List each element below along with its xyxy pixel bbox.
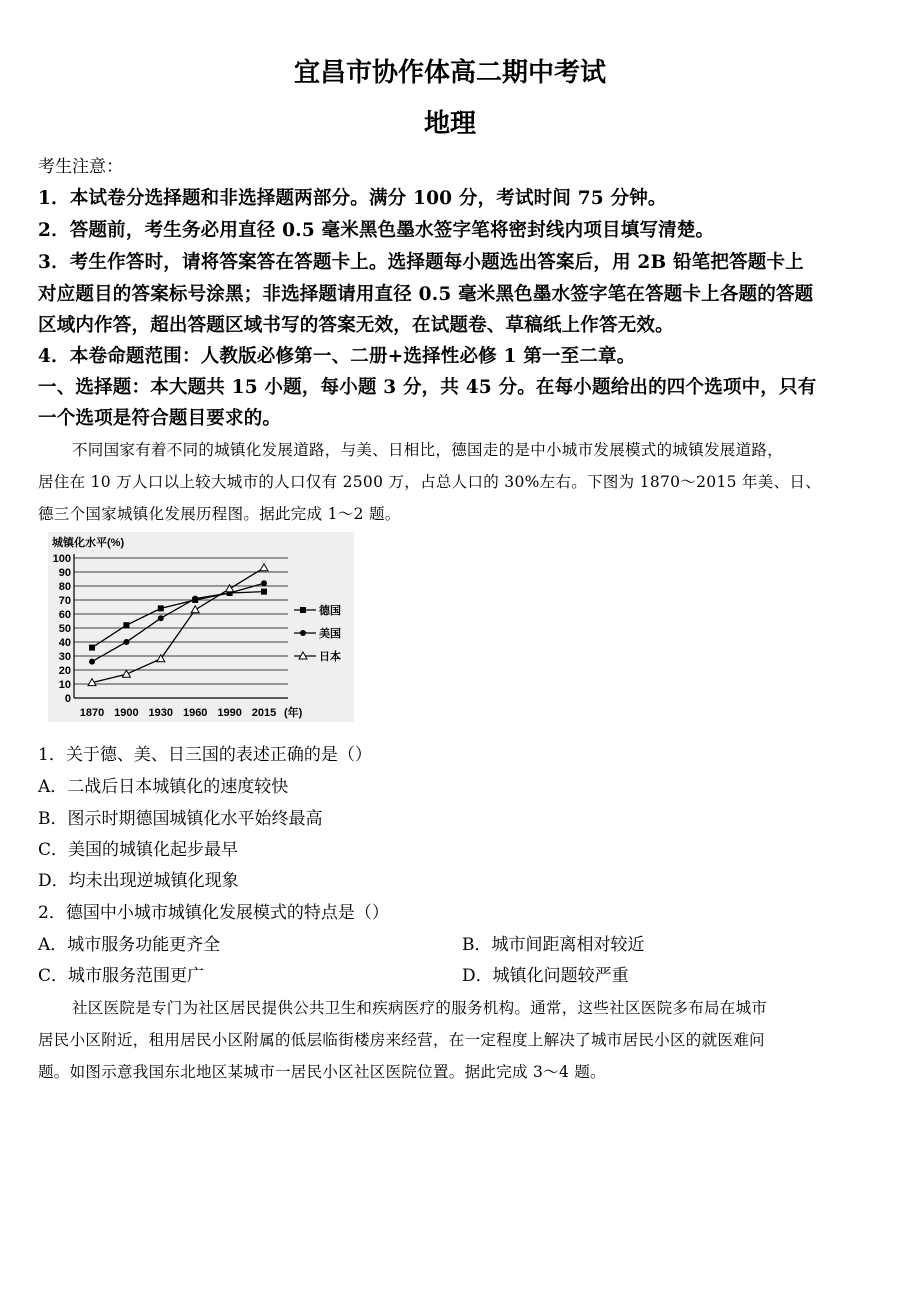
y-tick-label: 90 [58, 567, 71, 579]
data-point [192, 596, 198, 602]
notice-item: 4．本卷命题范围：人教版必修第一、二册+选择性必修 1 第一至二章。 [38, 346, 636, 367]
chart-background [48, 532, 354, 722]
data-point [158, 615, 164, 621]
question-stem: 1．关于德、美、日三国的表述正确的是（） [38, 745, 372, 765]
y-tick-label: 40 [58, 637, 71, 649]
passage-line: 社区医院是专门为社区居民提供公共卫生和疾病医疗的服务机构。通常，这些社区医院多布局在城市 [72, 999, 768, 1017]
legend-label: 美国 [319, 628, 341, 640]
y-tick-label: 0 [64, 693, 71, 705]
section-heading: 一、选择题：本大题共 15 小题，每小题 3 分，共 45 分。在每小题给出的四个选项中，只有 [38, 377, 817, 398]
data-point [123, 622, 129, 628]
x-tick-label: 2015 [251, 707, 277, 719]
data-point [89, 645, 95, 651]
legend-marker [300, 607, 306, 613]
option-d: D．均未出现逆城镇化现象 [38, 871, 239, 891]
data-point [261, 580, 267, 586]
x-tick-label: 1900 [114, 707, 139, 719]
option-b: B．城市间距离相对较近 [462, 935, 645, 955]
x-tick-label: 1870 [79, 707, 105, 719]
y-tick-label: 70 [58, 595, 71, 607]
option-d: D．城镇化问题较严重 [462, 966, 629, 986]
subject-title: 地理 [423, 109, 476, 139]
legend-marker [300, 630, 306, 636]
x-tick-label: 1960 [182, 707, 208, 719]
y-tick-label: 80 [58, 581, 71, 593]
option-a: A．城市服务功能更齐全 [38, 935, 221, 955]
y-tick-label: 20 [58, 665, 71, 677]
section-heading: 一个选项是符合题目要求的。 [38, 408, 282, 429]
passage-line: 德三个国家城镇化发展历程图。据此完成 1～2 题。 [38, 505, 401, 523]
option-c: C．城市服务范围更广 [38, 966, 205, 986]
passage-line: 居住在 10 万人口以上较大城市的人口仅有 2500 万，占总人口的 30%左右。下图为 1870～2015 年美、日、 [38, 473, 822, 491]
data-point [158, 605, 164, 611]
legend-label: 日本 [319, 651, 341, 663]
data-point [261, 589, 267, 595]
y-tick-label: 30 [58, 651, 71, 663]
notice-item: 2．答题前，考生务必用直径 0.5 毫米黑色墨水签字笔将密封线内项目填写清楚。 [38, 220, 715, 241]
y-tick-label: 100 [52, 553, 71, 565]
option-c: C．美国的城镇化起步最早 [38, 840, 239, 860]
data-point [89, 659, 95, 665]
legend-label: 德国 [319, 605, 341, 617]
notice-item: 1．本试卷分选择题和非选择题两部分。满分 100 分，考试时间 75 分钟。 [38, 188, 667, 209]
y-tick-label: 50 [58, 623, 71, 635]
notice-heading: 考生注意： [38, 157, 123, 177]
notice-item: 对应题目的答案标号涂黑；非选择题请用直径 0.5 毫米黑色墨水签字笔在答题卡上各题的答题 [38, 284, 814, 305]
passage-line: 题。如图示意我国东北地区某城市一居民小区社区医院位置。据此完成 3～4 题。 [38, 1063, 606, 1081]
urbanization-chart [48, 532, 354, 722]
y-tick-label: 60 [58, 609, 71, 621]
passage-line: 不同国家有着不同的城镇化发展道路，与美、日相比，德国走的是中小城市发展模式的城镇发展道路， [72, 441, 784, 459]
x-tick-label: 1930 [148, 707, 174, 719]
y-tick-label: 10 [58, 679, 71, 691]
question-stem: 2．德国中小城市城镇化发展模式的特点是（） [38, 903, 389, 923]
x-axis-label: (年) [284, 707, 303, 719]
data-point [123, 639, 129, 645]
notice-item: 区域内作答，超出答题区域书写的答案无效，在试题卷、草稿纸上作答无效。 [38, 315, 674, 336]
exam-title: 宜昌市协作体高二期中考试 [293, 58, 606, 88]
x-tick-label: 1990 [217, 707, 242, 719]
option-b: B．图示时期德国城镇化水平始终最高 [38, 809, 323, 829]
passage-line: 居民小区附近，租用居民小区附属的低层临街楼房来经营，在一定程度上解决了城市居民小区的就医难问 [38, 1031, 765, 1049]
option-a: A．二战后日本城镇化的速度较快 [38, 777, 289, 797]
notice-item: 3．考生作答时，请将答案答在答题卡上。选择题每小题选出答案后，用 2B 铅笔把答题卡上 [38, 252, 804, 273]
y-axis-label: 城镇化水平(%) [52, 537, 125, 549]
